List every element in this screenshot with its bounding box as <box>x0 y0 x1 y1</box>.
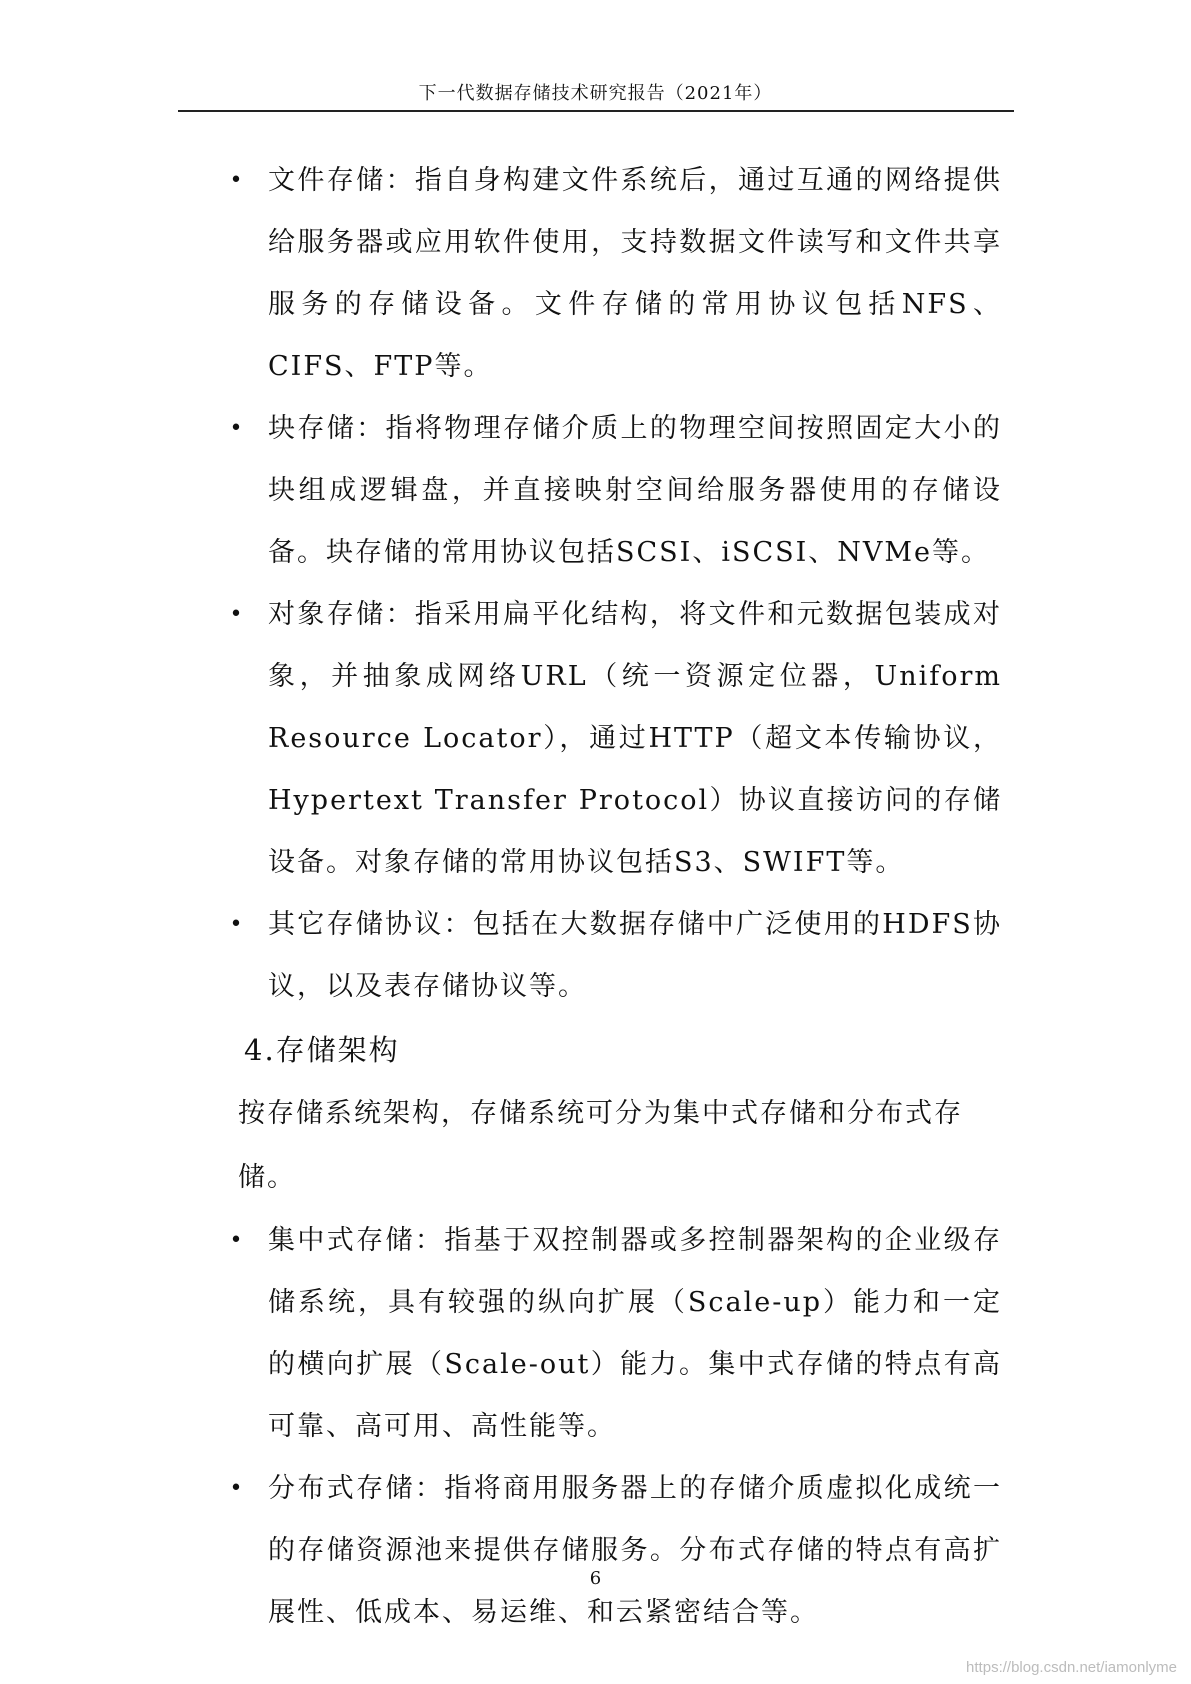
list-item-block-storage <box>226 398 1002 584</box>
bullet-icon: • <box>229 1228 243 1253</box>
page-number: 6 <box>589 1568 602 1589</box>
list-item-text: 对象存储：指采用扁平化结构，将文件和元数据包装成对象，并抽象成网络URL（统一资源定位器，Uniform Resource Locator），通过HTTP（超文本传输协议，Hypertext Transfer Protocol）协议直接访问的存储设备。对象存储的常用协议包括S3、SWIFT等。 <box>268 599 1002 878</box>
list-item-other-protocols <box>226 894 1002 1018</box>
page-content <box>226 150 1002 1644</box>
list-item-file-storage <box>226 150 1002 398</box>
list-item-text: 文件存储：指自身构建文件系统后，通过互通的网络提供给服务器或应用软件使用，支持数据文件读写和文件共享服务的存储设备。文件存储的常用协议包括NFS、CIFS、FTP等。 <box>268 165 1002 382</box>
bullet-icon: • <box>229 602 243 627</box>
list-item-object-storage <box>226 584 1002 894</box>
section-intro-paragraph: 按存储系统架构，存储系统可分为集中式存储和分布式存储。 <box>238 1098 963 1193</box>
list-item-centralized-storage <box>226 1210 1002 1458</box>
list-item-text: 集中式存储：指基于双控制器或多控制器架构的企业级存储系统，具有较强的纵向扩展（Scale-up）能力和一定的横向扩展（Scale-out）能力。集中式存储的特点有高可靠、高可用、高性能等。 <box>268 1225 1002 1442</box>
running-header: 下一代数据存储技术研究报告（2021年） <box>418 83 773 104</box>
list-item-text: 分布式存储：指将商用服务器上的存储介质虚拟化成统一的存储资源池来提供存储服务。分布式存储的特点有高扩展性、低成本、易运维、和云紧密结合等。 <box>268 1473 1002 1628</box>
section-heading: 4.存储架构 <box>244 1033 400 1067</box>
bullet-icon: • <box>229 912 243 937</box>
watermark: https://blog.csdn.net/iamonlyme <box>966 1659 1177 1676</box>
bullet-icon: • <box>229 416 243 441</box>
bullet-icon: • <box>229 1476 243 1501</box>
list-item-text: 其它存储协议：包括在大数据存储中广泛使用的HDFS协议，以及表存储协议等。 <box>268 909 1002 1002</box>
list-item-distributed-storage <box>226 1458 1002 1644</box>
header-rule <box>178 110 1014 112</box>
list-item-text: 块存储：指将物理存储介质上的物理空间按照固定大小的块组成逻辑盘，并直接映射空间给服务器使用的存储设备。块存储的常用协议包括SCSI、iSCSI、NVMe等。 <box>268 413 1002 568</box>
bullet-icon: • <box>229 168 243 193</box>
